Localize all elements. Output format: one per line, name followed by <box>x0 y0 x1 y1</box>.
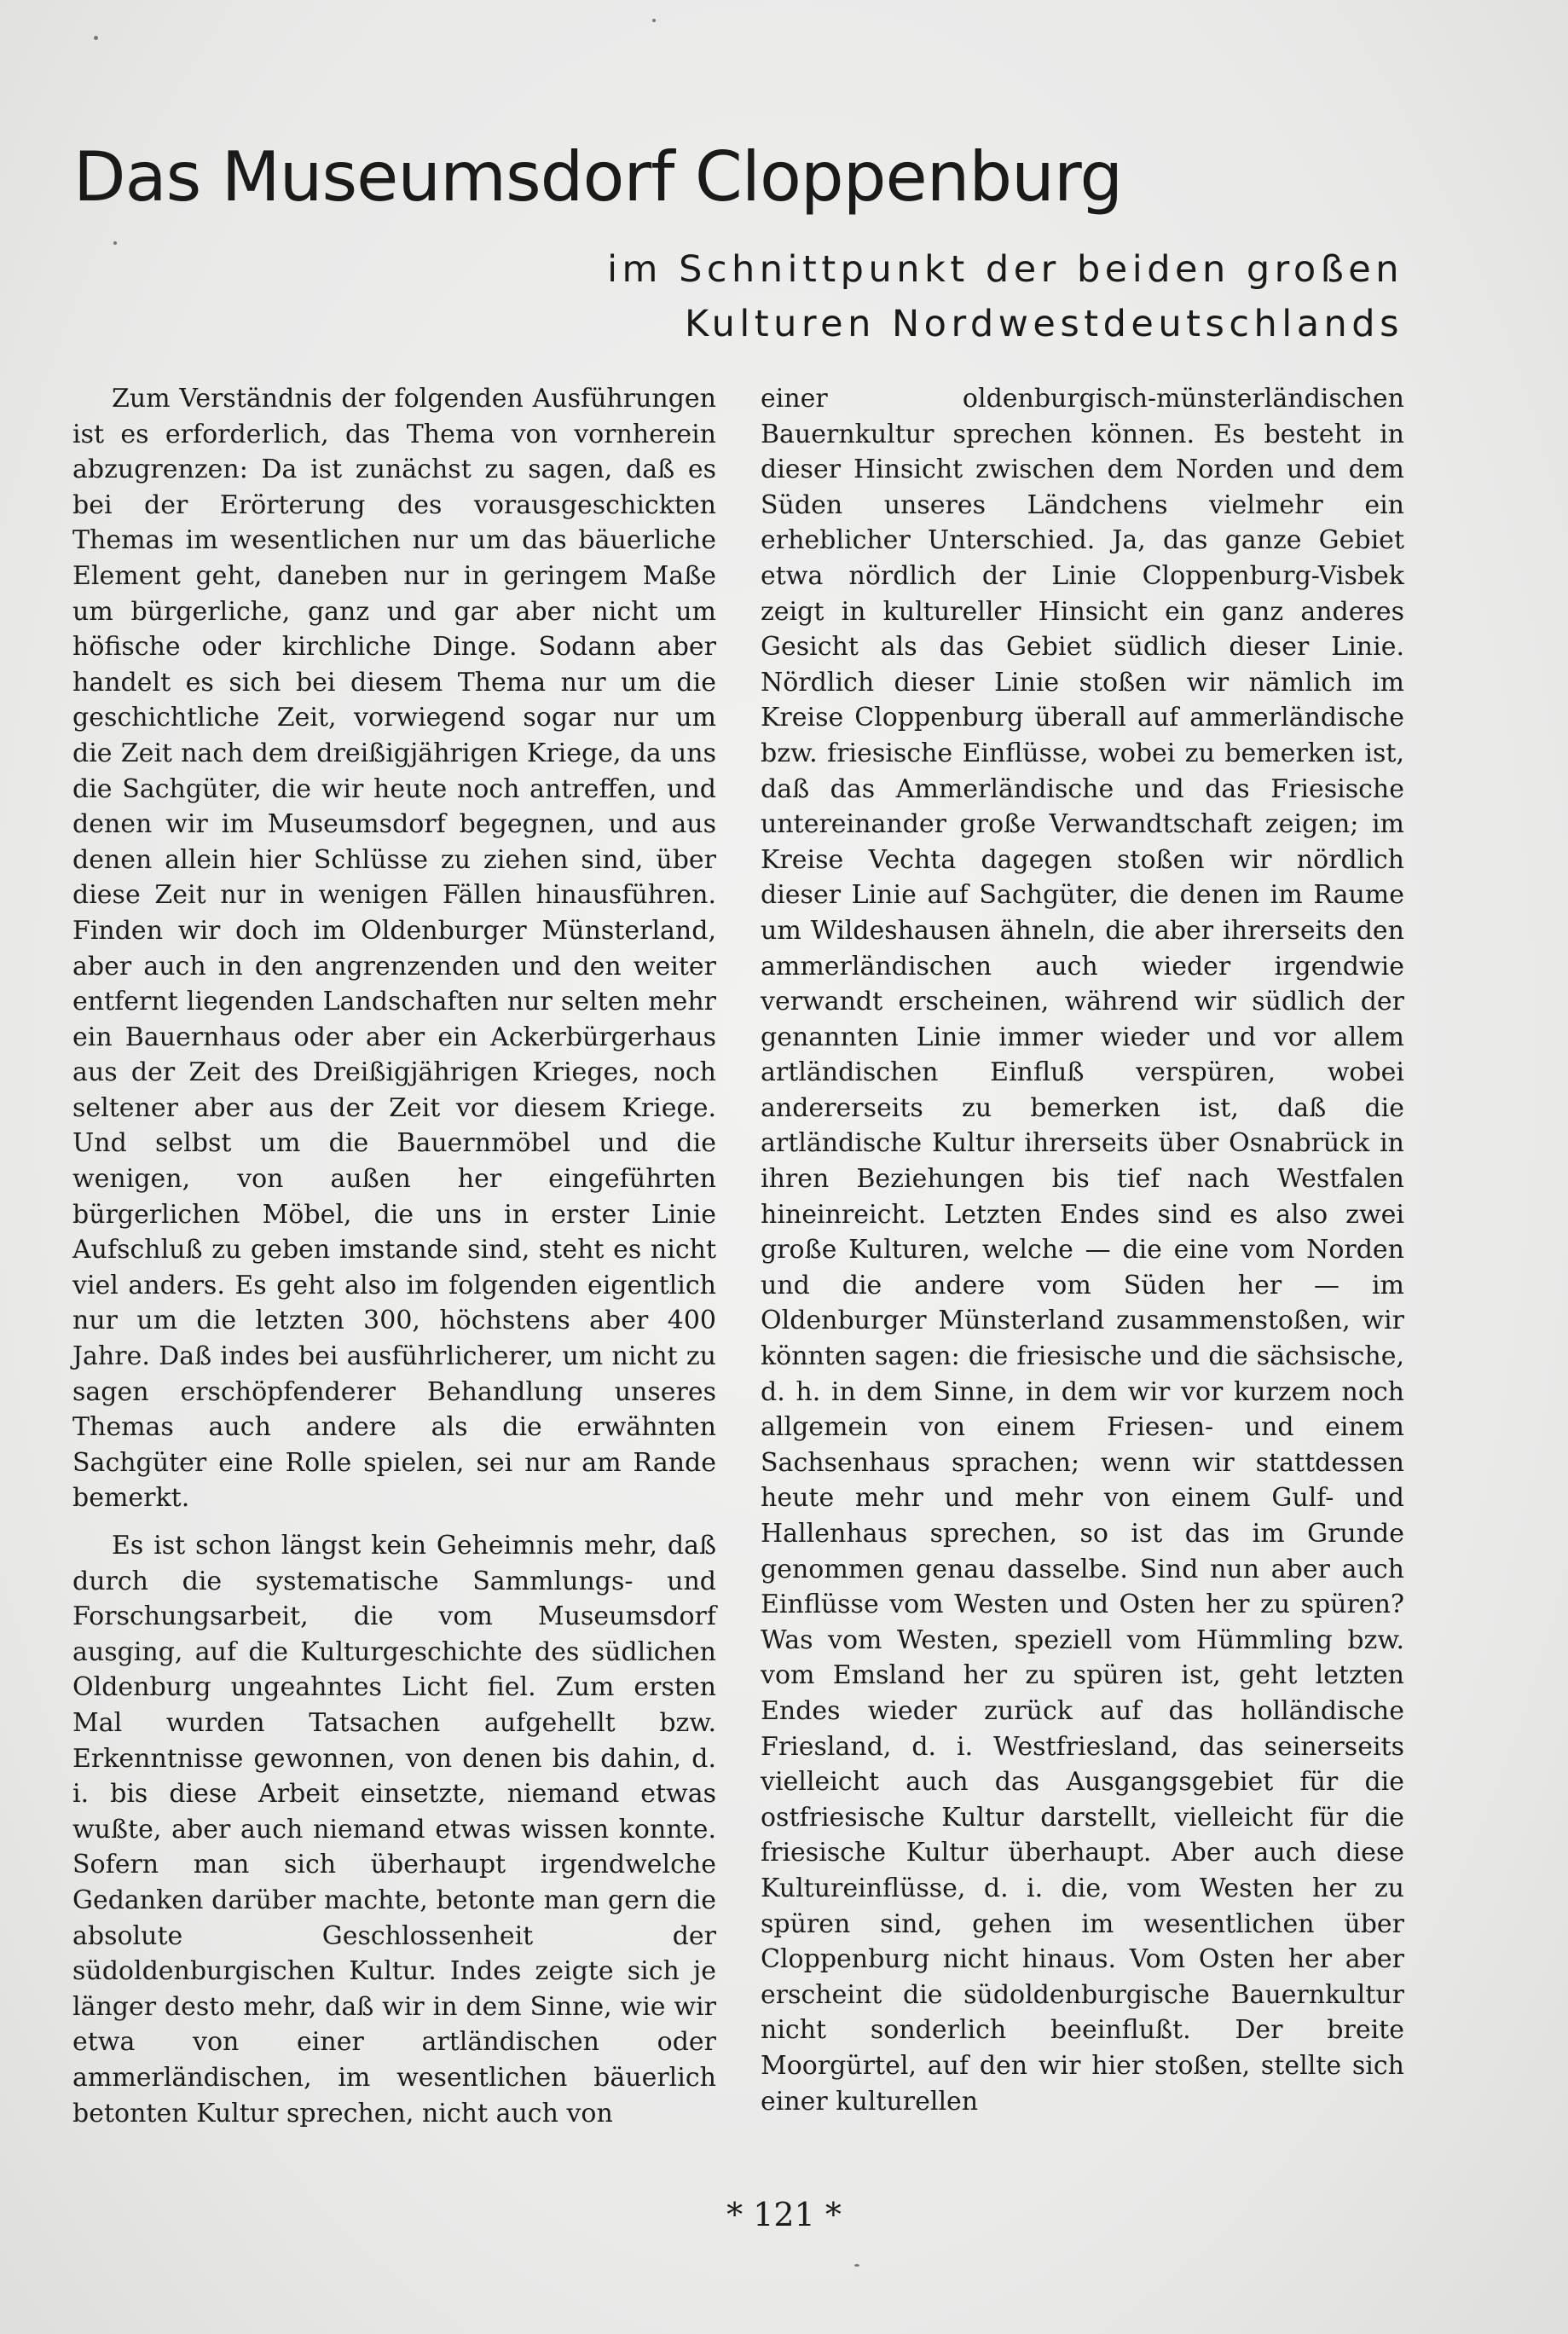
print-speck <box>94 36 98 40</box>
left-paragraph-1: Zum Verständnis der folgenden Ausführungen ist es erforderlich, das Thema von vornherein abzugrenzen: Da ist zunächst zu sagen, daß es bei der Erörterung des vorausgeschickten Themas im wesentlichen nur um das bäuerliche Element geht, daneben nur in geringem Maße um bürgerliche, ganz und gar aber nicht um höfische oder kirchliche Dinge. Sodann aber handelt es sich bei diesem Thema nur um die geschichtliche Zeit, vorwiegend sogar nur um die Zeit nach dem dreißigjährigen Kriege, da uns die Sachgüter, die wir heute noch antreffen, und denen wir im Museumsdorf begegnen, und aus denen allein hier Schlüsse zu ziehen sind, über diese Zeit nur in wenigen Fällen hinausführen. Finden wir doch im Oldenburger Münsterland, aber auch in den angrenzenden und den weiter entfernt liegenden Landschaften nur selten mehr ein Bauernhaus oder aber ein Ackerbürgerhaus aus der Zeit des Dreißigjährigen Krieges, noch seltener aber aus der Zeit vor diesem Kriege. Und selbst um die Bauernmöbel und die wenigen, von außen her eingeführten bürgerlichen Möbel, die uns in erster Linie Aufschluß zu geben imstande sind, steht es nicht viel anders. Es geht also im folgenden eigentlich nur um die letzten 300, höchstens aber 400 Jahre. Daß indes bei ausführlicherer, um nicht zu sagen erschöpfenderer Behandlung unseres Themas auch andere als die erwähnten Sachgüter eine Rolle spielen, sei nur am Rande bemerkt. <box>72 384 716 1514</box>
text-column-left <box>72 381 716 2143</box>
print-speck <box>113 241 117 245</box>
text-column-right <box>761 381 1404 2131</box>
print-speck <box>652 19 656 22</box>
article-subtitle-line-2: Kulturen Nordwestdeutschlands <box>685 303 1403 345</box>
print-speck <box>854 2264 859 2267</box>
left-paragraph-2: Es ist schon längst kein Geheimnis mehr, daß durch die systematische Sammlungs- und Forschungsarbeit, die vom Museumsdorf ausging, auf die Kulturgeschichte des südlichen Oldenburg ungeahntes Licht fiel. Zum ersten Mal wurden Tatsachen aufgehellt bzw. Erkenntnisse gewonnen, von denen bis dahin, d. i. bis diese Arbeit einsetzte, niemand etwas wußte, aber auch niemand etwas wissen konnte. Sofern man sich überhaupt irgendwelche Gedanken darüber machte, betonte man gern die absolute Geschlossenheit der südoldenburgischen Kultur. Indes zeigte sich je länger desto mehr, daß wir in dem Sinne, wie wir etwa von einer artländischen oder ammerländischen, im wesentlichen bäuerlich betonten Kultur sprechen, nicht auch von <box>72 1531 716 2128</box>
article-subtitle-line-1: im Schnittpunkt der beiden großen <box>607 248 1403 291</box>
right-paragraph-1: einer oldenburgisch-münsterländischen Bauernkultur sprechen können. Es besteht in dieser Hinsicht zwischen dem Norden und dem Süden unseres Ländchens vielmehr ein erheblicher Unterschied. Ja, das ganze Gebiet etwa nördlich der Linie Cloppenburg-Visbek zeigt in kultureller Hinsicht ein ganz anderes Gesicht als das Gebiet südlich dieser Linie. Nördlich dieser Linie stoßen wir nämlich im Kreise Cloppenburg überall auf ammerländische bzw. friesische Einflüsse, wobei zu bemerken ist, daß das Ammerländische und das Friesische untereinander große Verwandtschaft zeigen; im Kreise Vechta dagegen stoßen wir nördlich dieser Linie auf Sachgüter, die denen im Raume um Wildeshausen ähneln, die aber ihrerseits den ammerländischen auch wieder irgendwie verwandt erscheinen, während wir südlich der genannten Linie immer wieder und vor allem artländischen Einfluß verspüren, wobei andererseits zu bemerken ist, daß die artländische Kultur ihrerseits über Osnabrück in ihren Beziehungen bis tief nach Westfalen hineinreicht. Letzten Endes sind es also zwei große Kulturen, welche — die eine vom Norden und die andere vom Süden her — im Oldenburger Münsterland zusammenstoßen, wir könnten sagen: die friesische und die sächsische, d. h. in dem Sinne, in dem wir vor kurzem noch allgemein von einem Friesen- und einem Sachsenhaus sprachen; wenn wir stattdessen heute mehr und mehr von einem Gulf- und Hallenhaus sprechen, so ist das im Grunde genommen genau dasselbe. Sind nun aber auch Einflüsse vom Westen und Osten her zu spüren? Was vom Westen, speziell vom Hümmling bzw. vom Emsland her zu spüren ist, geht letzten Endes wieder zurück auf das holländische Friesland, d. i. Westfriesland, das seinerseits vielleicht auch das Ausgangsgebiet für die ostfriesische Kultur darstellt, vielleicht für die friesische Kultur überhaupt. Aber auch diese Kultureinflüsse, d. i. die, vom Westen her zu spüren sind, gehen im wesentlichen über Cloppenburg nicht hinaus. Vom Osten her aber erscheint die südoldenburgische Bauernkultur nicht sonderlich beeinflußt. Der breite Moorgürtel, auf den wir hier stoßen, stellte sich einer kulturellen <box>761 384 1404 2117</box>
page-number: * 121 * <box>726 2196 842 2233</box>
article-title: Das Museumsdorf Cloppenburg <box>73 137 1123 217</box>
